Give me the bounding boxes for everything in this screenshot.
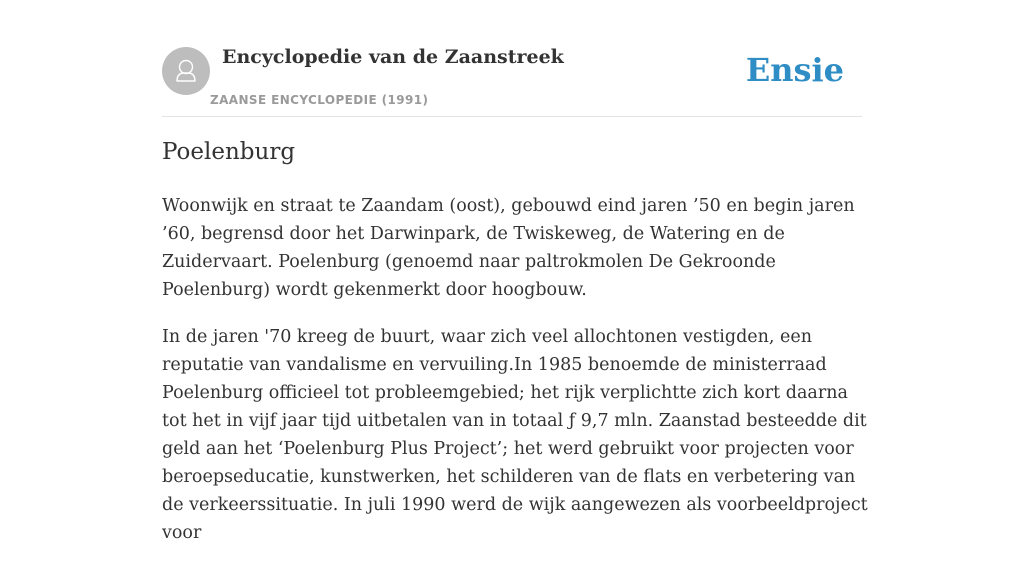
article-paragraph: In de jaren '70 kreeg de buurt, waar zich veel allochtonen vestigden, een reputatie van vandalisme en vervuiling.In 1985 benoemde de ministerraad Poelenburg officieel tot probleemgebied; het rijk verplichtte zich kort daarna tot het in vijf jaar tijd uitbetalen van in totaal ƒ 9,7 mln. Zaanstad besteedde dit geld aan het ‘Poelenburg Plus Project’; het werd gebruikt voor projecten voor beroepseducatie, kunstwerken, het schilderen van de flats en verbetering van de verkeerssituatie. In juli 1990 werd de wijk aangewezen als voorbeeldproject voor <box>162 327 868 543</box>
article-body <box>162 192 878 566</box>
source-subtitle[interactable]: ZAANSE ENCYCLOPEDIE (1991) <box>210 93 429 107</box>
user-silhouette-icon <box>162 47 210 95</box>
article-paragraph: Woonwijk en straat te Zaandam (oost), gebouwd eind jaren ’50 en begin jaren ’60, begrensd door het Darwinpark, de Twiskeweg, de Watering en de Zuidervaart. Poelenburg (genoemd naar paltrokmolen De Gekroonde Poelenburg) wordt gekenmerkt door hoogbouw. <box>162 196 855 300</box>
source-header <box>162 47 862 117</box>
source-avatar <box>162 47 210 95</box>
article-title: Poelenburg <box>162 139 296 165</box>
source-title[interactable]: Encyclopedie van de Zaanstreek <box>222 46 564 68</box>
ensie-logo[interactable]: Ensie <box>745 51 844 89</box>
